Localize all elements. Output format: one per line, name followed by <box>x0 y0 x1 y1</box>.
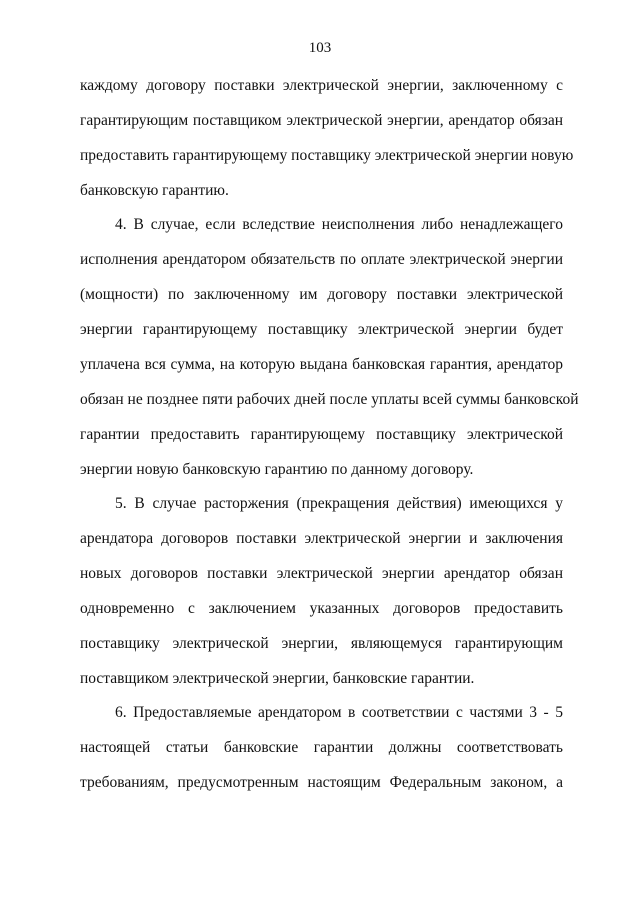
paragraph-4-first-line: 4. В случае, если вследствие неисполнения либо ненадлежащего <box>115 216 563 233</box>
text-line: арендатора договоров поставки электрической энергии и заключения <box>80 530 563 547</box>
text-line: поставщиком электрической энергии, банковские гарантии. <box>80 670 475 687</box>
text-line: новых договоров поставки электрической энергии арендатор обязан <box>80 565 563 582</box>
text-line: уплачена вся сумма, на которую выдана банковская гарантия, арендатор <box>80 356 563 373</box>
page-number: 103 <box>308 40 332 56</box>
paragraph-5-first-line: 5. В случае расторжения (прекращения действия) имеющихся у <box>115 495 563 512</box>
text-line: обязан не позднее пяти рабочих дней после уплаты всей суммы банковской <box>80 391 579 408</box>
text-line: требованиям, предусмотренным настоящим Федеральным законом, а <box>80 774 563 791</box>
text-line: энергии гарантирующему поставщику электрической энергии будет <box>80 321 563 338</box>
text-line: (мощности) по заключенному им договору поставки электрической <box>80 286 563 303</box>
text-line: банковскую гарантию. <box>80 182 229 199</box>
text-line: одновременно с заключением указанных договоров предоставить <box>80 600 563 617</box>
text-line: настоящей статьи банковские гарантии должны соответствовать <box>80 739 563 756</box>
text-line: гарантии предоставить гарантирующему поставщику электрической <box>80 426 563 443</box>
text-line: исполнения арендатором обязательств по оплате электрической энергии <box>80 251 563 268</box>
text-line: каждому договору поставки электрической энергии, заключенному с <box>80 77 563 94</box>
paragraph-6-first-line: 6. Предоставляемые арендатором в соответствии с частями 3 - 5 <box>115 704 563 721</box>
text-line: поставщику электрической энергии, являющемуся гарантирующим <box>80 635 563 652</box>
text-line: предоставить гарантирующему поставщику электрической энергии новую <box>80 147 574 164</box>
text-line: энергии новую банковскую гарантию по данному договору. <box>80 461 474 478</box>
text-line: гарантирующим поставщиком электрической энергии, арендатор обязан <box>80 112 563 129</box>
